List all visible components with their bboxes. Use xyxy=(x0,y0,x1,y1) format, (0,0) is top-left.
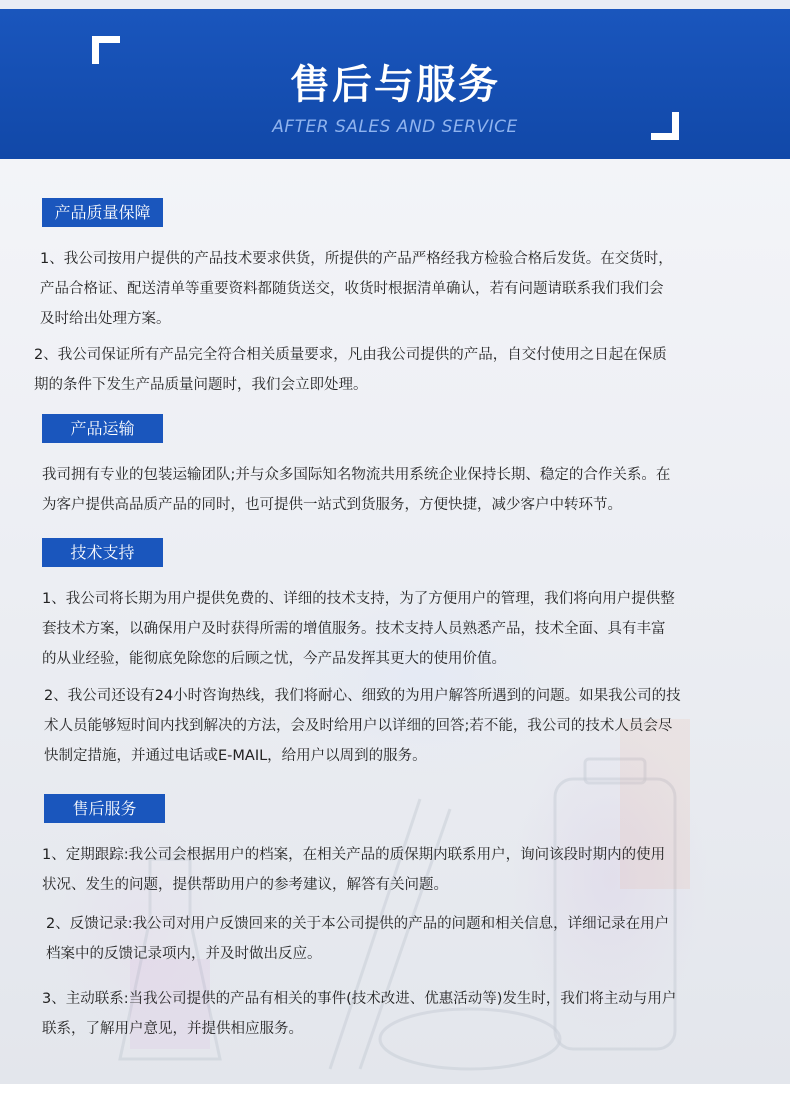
corner-bracket-bottom-right-icon xyxy=(651,112,679,140)
page-title: 售后与服务 xyxy=(290,62,500,108)
section-tag-quality: 产品质量保障 xyxy=(42,198,163,227)
top-border xyxy=(0,0,790,9)
paragraph-line: 联系，了解用户意见，并提供相应服务。 xyxy=(42,1021,303,1037)
paragraph-line: 的从业经验，能彻底免除您的后顾之忧，今产品发挥其更大的使用价值。 xyxy=(42,651,506,667)
paragraph-line: 快制定措施，并通过电话或E-MAIL，给用户以周到的服务。 xyxy=(44,748,427,764)
paragraph-line: 3、主动联系:当我公司提供的产品有相关的事件(技术改进、优惠活动等)发生时，我们将主动与用户 xyxy=(42,991,677,1007)
paragraph-line: 我司拥有专业的包装运输团队;并与众多国际知名物流共用系统企业保持长期、稳定的合作关系。在 xyxy=(42,467,671,483)
paragraph-line: 档案中的反馈记录项内，并及时做出反应。 xyxy=(46,946,322,962)
section-tag-transport: 产品运输 xyxy=(42,414,163,443)
paragraph-line: 1、我公司按用户提供的产品技术要求供货，所提供的产品严格经我方检验合格后发货。在交货时， xyxy=(40,251,673,267)
paragraph-line: 状况、发生的问题，提供帮助用户的参考建议，解答有关问题。 xyxy=(42,877,448,893)
paragraph-line: 2、反馈记录:我公司对用户反馈回来的关于本公司提供的产品的问题和相关信息，详细记录在用户 xyxy=(46,916,670,932)
paragraph-line: 1、定期跟踪:我公司会根据用户的档案，在相关产品的质保期内联系用户，询问该段时期内的使用 xyxy=(42,847,666,863)
paragraph-line: 1、我公司将长期为用户提供免费的、详细的技术支持，为了方便用户的管理，我们将向用户提供整 xyxy=(42,591,675,607)
paragraph-line: 2、我公司保证所有产品完全符合相关质量要求，凡由我公司提供的产品，自交付使用之日起在保质 xyxy=(34,347,667,363)
paragraph-line: 为客户提供高品质产品的同时，也可提供一站式到货服务，方便快捷，减少客户中转环节。 xyxy=(42,497,622,513)
section-tag-tech-support: 技术支持 xyxy=(42,538,163,567)
paragraph-line: 期的条件下发生产品质量问题时，我们会立即处理。 xyxy=(34,377,368,393)
content-area xyxy=(0,159,790,1084)
paragraph-line: 产品合格证、配送清单等重要资料都随货送交，收货时根据清单确认，若有问题请联系我们我们会 xyxy=(40,281,664,297)
paragraph-line: 术人员能够短时间内找到解决的方法，会及时给用户以详细的回答;若不能，我公司的技术人员会尽 xyxy=(44,718,673,734)
section-tag-after-sales: 售后服务 xyxy=(44,794,165,823)
header-banner xyxy=(0,9,790,159)
bottom-border xyxy=(0,1084,790,1118)
paragraph-line: 套技术方案，以确保用户及时获得所需的增值服务。技术支持人员熟悉产品，技术全面、具有丰富 xyxy=(42,621,666,637)
page-subtitle: AFTER SALES AND SERVICE xyxy=(272,117,518,137)
paragraph-line: 及时给出处理方案。 xyxy=(40,311,171,327)
paragraph-line: 2、我公司还设有24小时咨询热线，我们将耐心、细致的为用户解答所遇到的问题。如果我公司的技 xyxy=(44,688,681,704)
